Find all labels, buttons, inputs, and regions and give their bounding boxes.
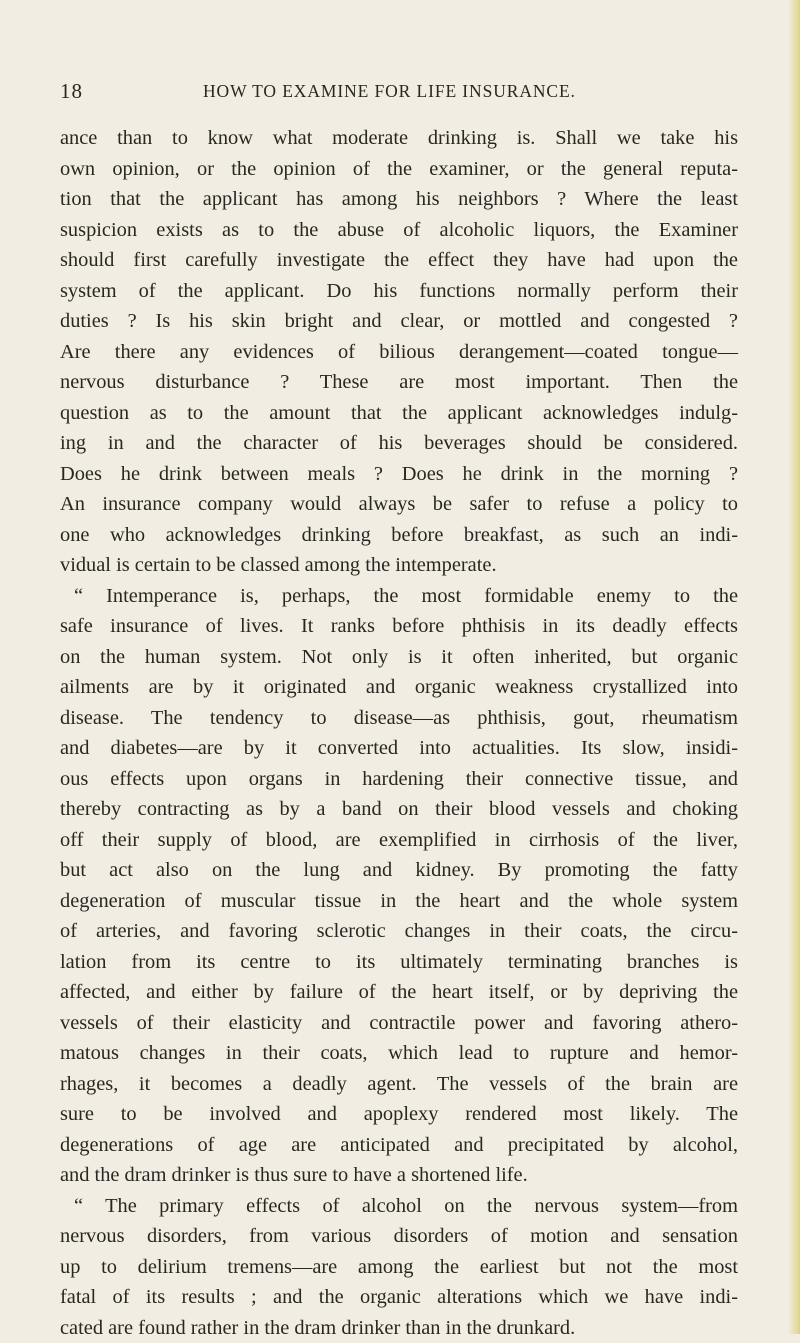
text-line: rhages, it becomes a deadly agent. The vessels of the brain are <box>60 1069 738 1100</box>
text-line: degeneration of muscular tissue in the heart and the whole system <box>60 886 738 917</box>
text-line: fatal of its results ; and the organic alterations which we have indi- <box>60 1282 738 1313</box>
text-line: and diabetes—are by it converted into actualities. Its slow, insidi- <box>60 733 738 764</box>
text-line: suspicion exists as to the abuse of alcoholic liquors, the Examiner <box>60 215 738 246</box>
text-line: thereby contracting as by a band on their blood vessels and choking <box>60 794 738 825</box>
text-line: Are there any evidences of bilious derangement—coated tongue— <box>60 337 738 368</box>
text-line: should first carefully investigate the effect they have had upon the <box>60 245 738 276</box>
text-line: ance than to know what moderate drinking is. Shall we take his <box>60 123 738 154</box>
text-line: nervous disorders, from various disorders of motion and sensation <box>60 1221 738 1252</box>
text-line: “ The primary effects of alcohol on the nervous system—from <box>60 1191 738 1222</box>
text-line: off their supply of blood, are exemplified in cirrhosis of the liver, <box>60 825 738 856</box>
text-line: ing in and the character of his beverages should be considered. <box>60 428 738 459</box>
body-text <box>60 123 738 1343</box>
page-edge-discoloration <box>788 0 800 1334</box>
running-head: HOW TO EXAMINE FOR LIFE INSURANCE. <box>203 81 576 102</box>
text-line: on the human system. Not only is it often inherited, but organic <box>60 642 738 673</box>
text-line: one who acknowledges drinking before breakfast, as such an indi- <box>60 520 738 551</box>
text-line: ous effects upon organs in hardening their connective tissue, and <box>60 764 738 795</box>
text-line: own opinion, or the opinion of the examiner, or the general reputa- <box>60 154 738 185</box>
text-line: of arteries, and favoring sclerotic changes in their coats, the circu- <box>60 916 738 947</box>
text-line: but act also on the lung and kidney. By promoting the fatty <box>60 855 738 886</box>
text-line: matous changes in their coats, which lead to rupture and hemor- <box>60 1038 738 1069</box>
text-line: lation from its centre to its ultimately terminating branches is <box>60 947 738 978</box>
text-line: nervous disturbance ? These are most important. Then the <box>60 367 738 398</box>
page-header <box>60 79 750 103</box>
text-line: up to delirium tremens—are among the earliest but not the most <box>60 1252 738 1283</box>
text-line: tion that the applicant has among his neighbors ? Where the least <box>60 184 738 215</box>
text-line: Does he drink between meals ? Does he drink in the morning ? <box>60 459 738 490</box>
text-line: vidual is certain to be classed among the intemperate. <box>60 550 738 581</box>
text-line: ailments are by it originated and organic weakness crystallized into <box>60 672 738 703</box>
text-line: and the dram drinker is thus sure to have a shortened life. <box>60 1160 738 1191</box>
text-line: degenerations of age are anticipated and precipitated by alcohol, <box>60 1130 738 1161</box>
text-line: duties ? Is his skin bright and clear, or mottled and congested ? <box>60 306 738 337</box>
text-line: safe insurance of lives. It ranks before phthisis in its deadly effects <box>60 611 738 642</box>
text-line: question as to the amount that the applicant acknowledges indulg- <box>60 398 738 429</box>
text-line: disease. The tendency to disease—as phthisis, gout, rheumatism <box>60 703 738 734</box>
text-line: An insurance company would always be safer to refuse a policy to <box>60 489 738 520</box>
text-line: cated are found rather in the dram drinker than in the drunkard. <box>60 1313 738 1343</box>
page-number: 18 <box>60 79 83 104</box>
text-line: sure to be involved and apoplexy rendered most likely. The <box>60 1099 738 1130</box>
text-line: “ Intemperance is, perhaps, the most formidable enemy to the <box>60 581 738 612</box>
text-line: vessels of their elasticity and contractile power and favoring athero- <box>60 1008 738 1039</box>
text-line: system of the applicant. Do his functions normally perform their <box>60 276 738 307</box>
text-line: affected, and either by failure of the heart itself, or by depriving the <box>60 977 738 1008</box>
